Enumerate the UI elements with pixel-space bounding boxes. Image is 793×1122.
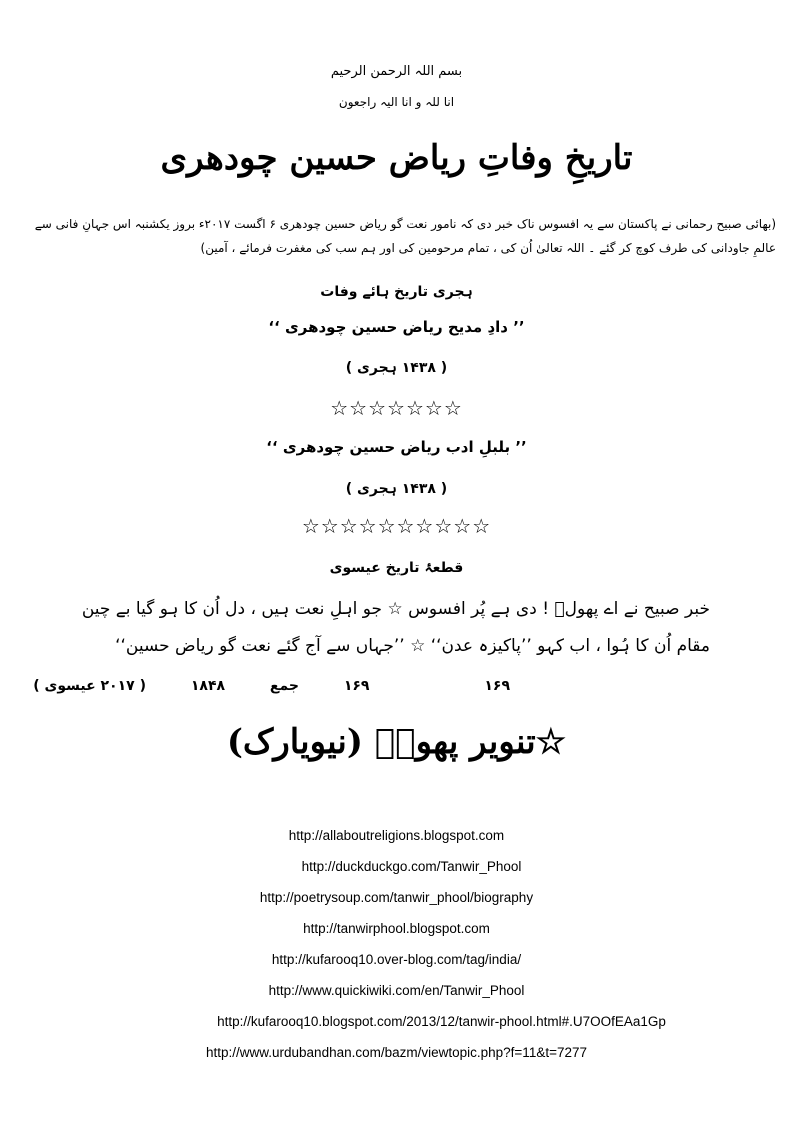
link-quickiwiki[interactable]: http://www.quickiwiki.com/en/Tanwir_Phool xyxy=(268,983,525,998)
link-duckduckgo[interactable]: http://duckduckgo.com/Tanwir_Phool xyxy=(301,859,522,874)
chronogram-2: ’’ بلبلِ ادب ریاض حسین چودھری ‘‘ xyxy=(266,438,527,456)
hijri-year-1: ( ۱۴۳۸ ہجری ) xyxy=(345,360,448,376)
link-list xyxy=(0,820,793,1068)
page-title: تاریخِ وفاتِ ریاض حسین چودھری xyxy=(160,138,633,178)
link-allaboutreligions[interactable]: http://allaboutreligions.blogspot.com xyxy=(288,828,505,843)
verse-line-2: مقام اُن کا ہُوا ، اب کہو ’’پاکیزہ عدن‘‘ ☆ ’’جہاں سے آج گئے نعت گو ریاض حسین‘‘ xyxy=(115,636,710,656)
hijri-heading: ہجری تاریخ ہائے وفات xyxy=(320,284,473,300)
gregorian-heading: قطعۂ تاریخ عیسوی xyxy=(329,560,464,576)
author-signature: ☆تنویر پھولؔ (نیویارک) xyxy=(226,722,567,762)
hijri-year-2: ( ۱۴۳۸ ہجری ) xyxy=(345,481,448,497)
star-divider-1: ☆☆☆☆☆☆☆ xyxy=(330,396,463,420)
sum-label: جمع xyxy=(269,678,299,694)
star-divider-2: ☆☆☆☆☆☆☆☆☆☆ xyxy=(301,514,492,538)
link-kufarooq-overblog[interactable]: http://kufarooq10.over-blog.com/tag/india/ xyxy=(271,952,522,967)
verse-line-1: خبر صبیح نے اے پھولؔ ! دی ہے پُر افسوس ☆ جو اہلِ نعت ہیں ، دل اُن کا ہو گیا بے چین xyxy=(81,599,710,619)
link-urdubandhan[interactable]: http://www.urdubandhan.com/bazm/viewtopic.php?f=11&t=7277 xyxy=(206,1045,587,1060)
number-2: ۱۶۹ xyxy=(343,678,370,694)
chronogram-calculation xyxy=(33,678,510,694)
sum-value: ۱۸۴۸ xyxy=(190,678,226,694)
intro-paragraph: (بھائی صبیح رحمانی نے پاکستان سے یہ افسوس ناک خبر دی کہ نامور نعت گو ریاض حسین چودھری ۶ اگست ۲۰۱۷ء بروز یکشنبہ اس جہانِ فانی سے عالمِ جاودانی کی طرف کوچ کر گئے ۔ اللہ تعالیٰ اُن کی ، تمام مرحومین کی اور ہم سب کی مغفرت فرمائے ، آمین) xyxy=(34,217,776,255)
link-kufarooq-blogspot[interactable]: http://kufarooq10.blogspot.com/2013/12/tanwir-phool.html#.U7OOfEAa1Gp xyxy=(217,1014,666,1029)
inna-lillah-line: انا للہ و انا الیہ راجعون xyxy=(338,95,455,109)
link-poetrysoup[interactable]: http://poetrysoup.com/tanwir_phool/biography xyxy=(259,890,534,905)
chronogram-1: ’’ دادِ مدیح ریاض حسین چودھری ‘‘ xyxy=(268,318,525,336)
bismillah-heading: بسم اللہ الرحمن الرحیم xyxy=(330,64,463,79)
result-year: ( ۲۰۱۷ عیسوی ) xyxy=(33,678,146,694)
link-tanwirphool-blog[interactable]: http://tanwirphool.blogspot.com xyxy=(303,921,490,936)
number-1: ۱۶۹ xyxy=(484,678,510,694)
